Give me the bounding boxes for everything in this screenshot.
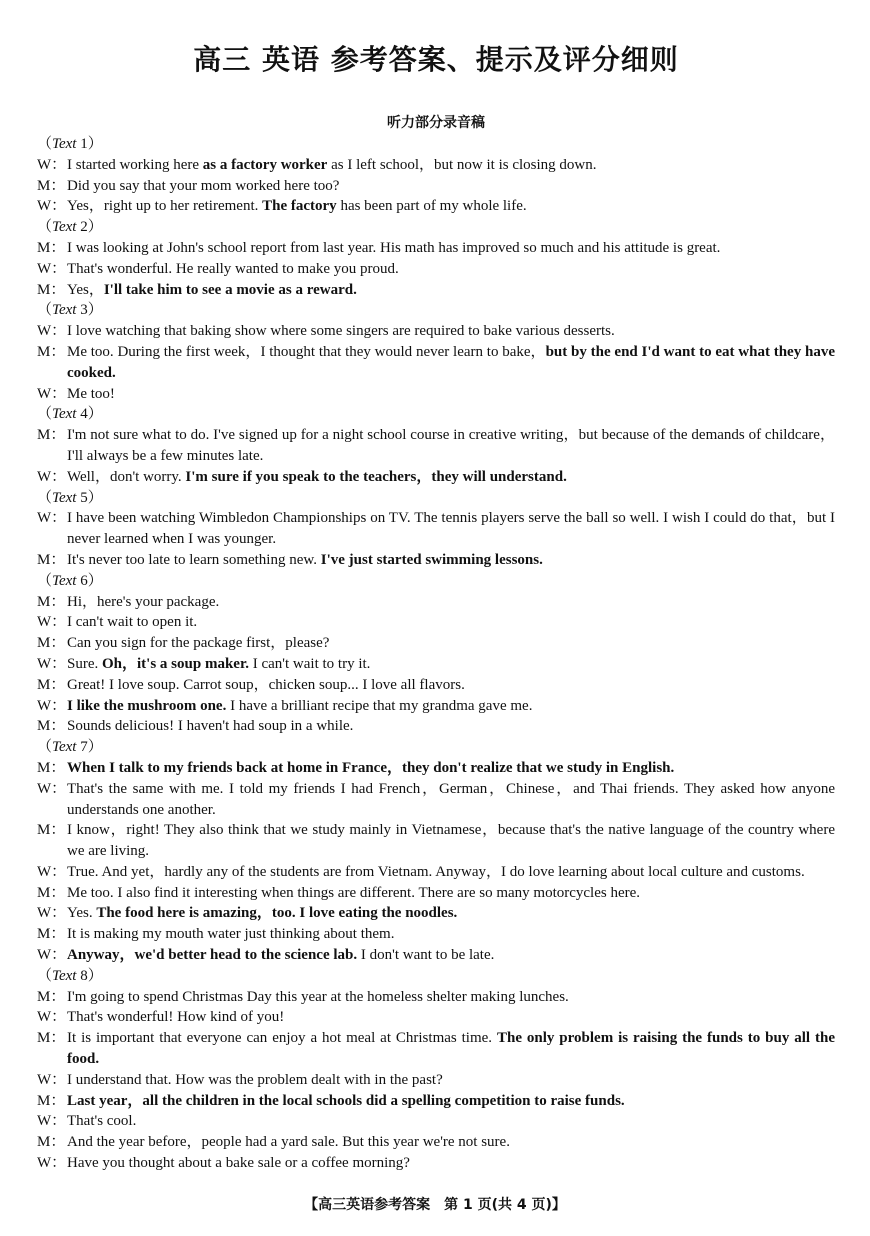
text-label-number: 3） xyxy=(76,302,103,319)
dialogue-text: I don't want to be late. xyxy=(357,947,495,964)
dialogue-text: I can't wait to try it. xyxy=(248,655,371,672)
text-label-number: 5） xyxy=(76,489,103,506)
speaker-label: W： xyxy=(37,655,67,672)
dialogue-text: Sure. xyxy=(67,655,102,672)
dialogue-text: Great! I love soup. Carrot soup，chicken soup... I love all flavors. xyxy=(67,676,465,693)
dialogue-line xyxy=(37,820,835,862)
dialogue-line xyxy=(37,384,835,405)
dialogue-text: True. And yet，hardly any of the students are from Vietnam. Anyway，I do love learning about local culture and customs. xyxy=(67,863,805,880)
dialogue-text: I have a brilliant recipe that my grandma gave me. xyxy=(226,697,533,714)
dialogue-line xyxy=(37,467,835,488)
text-label-number: 1） xyxy=(76,136,103,152)
dialogue-line xyxy=(37,342,835,384)
text-label-word: Text xyxy=(52,967,77,984)
dialogue-line xyxy=(37,862,835,883)
speaker-label: W： xyxy=(37,614,67,631)
dialogue-text: Me too. I also find it interesting when things are different. There are so many motorcycles here. xyxy=(67,884,641,901)
speaker-label: M： xyxy=(37,551,66,568)
dialogue-line xyxy=(37,1132,835,1153)
dialogue-line xyxy=(37,196,835,217)
text-label-word: Text xyxy=(52,136,77,152)
text-label-word: Text xyxy=(52,406,77,423)
speaker-label: W： xyxy=(37,468,67,485)
dialogue-line xyxy=(37,176,835,197)
text-label xyxy=(37,966,835,987)
text-label xyxy=(37,404,835,425)
dialogue-line xyxy=(37,238,835,259)
section-subtitle: 听力部分录音稿 xyxy=(387,115,485,131)
answer-highlight: Last year，all the children in the local schools did a spelling competition to raise funds. xyxy=(67,1092,625,1109)
dialogue-text: That's the same with me. I told my friends I had French，German，Chinese，and Thai friends. They asked how anyone understands one another. xyxy=(67,780,835,818)
dialogue-text: I understand that. How was the problem dealt with in the past? xyxy=(67,1071,443,1088)
dialogue-text: That's wonderful! How kind of you! xyxy=(67,1009,285,1026)
dialogue-line xyxy=(37,987,835,1008)
text-label-open: （ xyxy=(37,572,53,589)
dialogue-line xyxy=(37,1007,835,1028)
dialogue-text: It's never too late to learn something new. xyxy=(67,551,321,568)
answer-highlight: as a factory worker xyxy=(202,156,328,173)
speaker-label: M： xyxy=(37,427,66,444)
text-label xyxy=(37,217,835,238)
dialogue-text: I can't wait to open it. xyxy=(67,614,198,631)
dialogue-text: I know，right! They also think that we study mainly in Vietnamese，because that's the native language of the country where we are living. xyxy=(67,822,835,860)
dialogue-line xyxy=(37,675,835,696)
answer-highlight: The food here is amazing，too. I love eating the noodles. xyxy=(96,905,458,922)
dialogue-line xyxy=(37,758,835,779)
text-label-number: 2） xyxy=(76,219,103,236)
dialogue-line xyxy=(37,1070,835,1091)
dialogue-text: Can you sign for the package first，please? xyxy=(67,635,330,652)
dialogue-text: I started working here xyxy=(67,156,203,173)
speaker-label: W： xyxy=(37,385,67,402)
text-label xyxy=(37,134,835,155)
dialogue-text: Have you thought about a bake sale or a coffee morning? xyxy=(67,1155,410,1172)
speaker-label: M： xyxy=(37,1134,66,1151)
dialogue-line xyxy=(37,633,835,654)
text-label-open: （ xyxy=(37,489,53,506)
text-label-word: Text xyxy=(52,739,77,756)
dialogue-line xyxy=(37,1153,835,1174)
speaker-label: M： xyxy=(37,759,66,776)
dialogue-text: Me too! xyxy=(67,385,115,402)
speaker-label: M： xyxy=(37,1030,66,1047)
speaker-label: W： xyxy=(37,947,67,964)
text-label-word: Text xyxy=(52,302,77,319)
dialogue-text: Me too. During the first week，I thought that they would never learn to bake， xyxy=(67,343,546,360)
dialogue-line xyxy=(37,612,835,633)
answer-highlight: When I talk to my friends back at home in France，they don't realize that we study in English. xyxy=(67,759,675,776)
text-label xyxy=(37,488,835,509)
answer-highlight: I've just started swimming lessons. xyxy=(320,551,543,568)
text-label-open: （ xyxy=(37,302,53,319)
dialogue-line xyxy=(37,155,835,176)
dialogue-text: That's wonderful. He really wanted to make you proud. xyxy=(67,260,399,277)
answer-highlight: I'll take him to see a movie as a reward. xyxy=(103,281,357,298)
speaker-label: M： xyxy=(37,343,66,360)
dialogue-line xyxy=(37,924,835,945)
dialogue-text: as I left school，but now it is closing down. xyxy=(327,156,597,173)
speaker-label: M： xyxy=(37,1092,66,1109)
speaker-label: W： xyxy=(37,260,67,277)
speaker-label: M： xyxy=(37,239,66,256)
dialogue-text: has been part of my whole life. xyxy=(336,198,527,215)
answer-highlight: I'm sure if you speak to the teachers，they will understand. xyxy=(185,468,567,485)
dialogue-text: It is making my mouth water just thinking about them. xyxy=(67,926,395,943)
answer-highlight: Anyway，we'd better head to the science lab. xyxy=(67,947,358,964)
speaker-label: W： xyxy=(37,905,67,922)
dialogue-line xyxy=(37,654,835,675)
dialogue-line xyxy=(37,903,835,924)
transcript xyxy=(37,134,835,1174)
dialogue-text: Did you say that your mom worked here too? xyxy=(67,177,340,194)
text-label-open: （ xyxy=(37,739,53,756)
speaker-label: W： xyxy=(37,780,67,797)
text-label-number: 4） xyxy=(76,406,103,423)
dialogue-line xyxy=(37,945,835,966)
speaker-label: M： xyxy=(37,822,66,839)
dialogue-text: Yes， xyxy=(67,281,104,298)
text-label-open: （ xyxy=(37,219,53,236)
dialogue-text: Yes，right up to her retirement. xyxy=(67,198,263,215)
dialogue-text: It is important that everyone can enjoy a hot meal at Christmas time. xyxy=(67,1030,497,1047)
text-label-word: Text xyxy=(52,219,77,236)
dialogue-line xyxy=(37,779,835,821)
dialogue-line xyxy=(37,1028,835,1070)
dialogue-text: I'm not sure what to do. I've signed up for a night school course in creative writing，but because of the demands of childcare，I'll always be a few minutes late. xyxy=(67,427,835,464)
document-page xyxy=(37,30,835,1174)
dialogue-line xyxy=(37,716,835,737)
dialogue-line xyxy=(37,1091,835,1112)
text-label-open: （ xyxy=(37,136,53,152)
dialogue-text: I love watching that baking show where some singers are required to bake various desserts. xyxy=(67,323,615,340)
speaker-label: M： xyxy=(37,281,66,298)
speaker-label: W： xyxy=(37,1113,67,1130)
dialogue-text: I have been watching Wimbledon Championships on TV. The tennis players serve the ball so well. I wish I could do that，but I never learned when I was younger. xyxy=(67,510,835,548)
speaker-label: W： xyxy=(37,156,67,173)
text-label-number: 8） xyxy=(76,967,103,984)
speaker-label: W： xyxy=(37,1071,67,1088)
dialogue-text: Hi，here's your package. xyxy=(67,593,220,610)
text-label-word: Text xyxy=(52,572,77,589)
speaker-label: M： xyxy=(37,676,66,693)
speaker-label: M： xyxy=(37,718,66,735)
dialogue-line xyxy=(37,550,835,571)
dialogue-line xyxy=(37,280,835,301)
text-label-open: （ xyxy=(37,967,53,984)
dialogue-text: That's cool. xyxy=(67,1113,137,1130)
dialogue-line xyxy=(37,321,835,342)
page-title: 高三 英语 参考答案、提示及评分细则 xyxy=(193,43,679,76)
speaker-label: W： xyxy=(37,323,67,340)
text-label-open: （ xyxy=(37,406,53,423)
dialogue-text: I was looking at John's school report from last year. His math has improved so much and his attitude is great. xyxy=(67,239,721,256)
answer-highlight: The factory xyxy=(262,198,337,215)
dialogue-line xyxy=(37,883,835,904)
dialogue-line xyxy=(37,696,835,717)
text-label-number: 7） xyxy=(76,739,103,756)
answer-highlight: I like the mushroom one. xyxy=(67,697,227,714)
speaker-label: M： xyxy=(37,177,66,194)
text-label xyxy=(37,300,835,321)
dialogue-text: And the year before，people had a yard sale. But this year we're not sure. xyxy=(67,1134,510,1151)
text-label-number: 6） xyxy=(76,572,103,589)
speaker-label: W： xyxy=(37,1155,67,1172)
speaker-label: W： xyxy=(37,863,67,880)
answer-highlight: The only problem is raising the funds to buy all the food. xyxy=(67,1030,836,1068)
dialogue-text: Yes. xyxy=(67,905,97,922)
dialogue-text: I'm going to spend Christmas Day this year at the homeless shelter making lunches. xyxy=(67,988,569,1005)
dialogue-line xyxy=(37,508,835,550)
dialogue-line xyxy=(37,592,835,613)
dialogue-line xyxy=(37,1111,835,1132)
text-label-word: Text xyxy=(52,489,77,506)
answer-highlight: Oh，it's a soup maker. xyxy=(102,655,249,672)
speaker-label: M： xyxy=(37,593,66,610)
speaker-label: W： xyxy=(37,697,67,714)
speaker-label: M： xyxy=(37,884,66,901)
speaker-label: W： xyxy=(37,198,67,215)
speaker-label: M： xyxy=(37,926,66,943)
page-footer: 【高三英语参考答案 第 1 页(共 4 页)】 xyxy=(304,1197,566,1213)
speaker-label: W： xyxy=(37,1009,67,1026)
dialogue-line xyxy=(37,425,835,467)
dialogue-text: Sounds delicious! I haven't had soup in a while. xyxy=(67,718,354,735)
dialogue-text: Well，don't worry. xyxy=(67,468,186,485)
speaker-label: M： xyxy=(37,635,66,652)
speaker-label: M： xyxy=(37,988,66,1005)
text-label xyxy=(37,737,835,758)
answer-highlight: but by the end I'd want to eat what they have cooked. xyxy=(67,343,835,381)
text-label xyxy=(37,571,835,592)
speaker-label: W： xyxy=(37,510,67,527)
dialogue-line xyxy=(37,259,835,280)
